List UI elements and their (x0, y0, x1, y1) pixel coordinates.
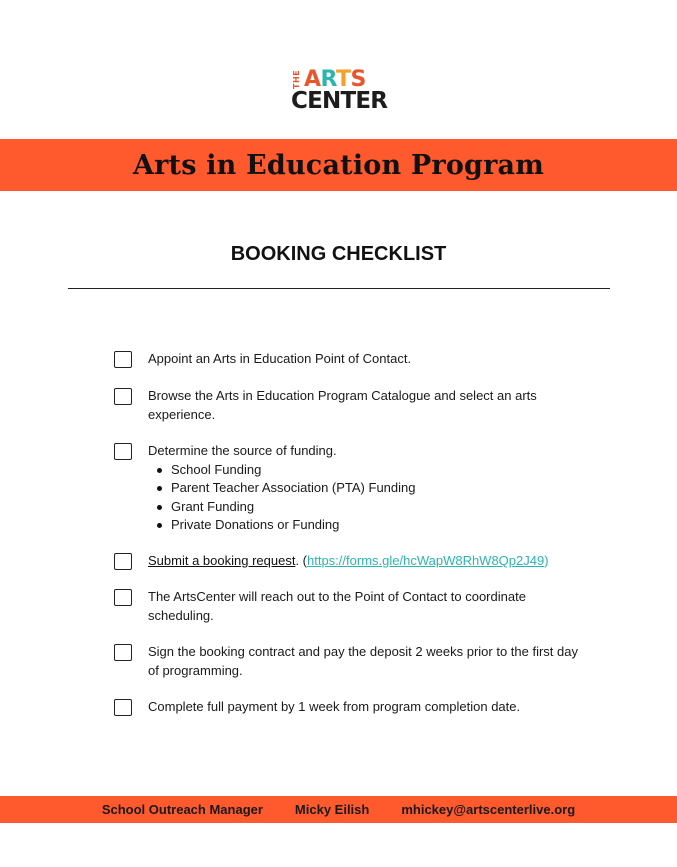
checklist-item-text: Complete full payment by 1 week from program completion date. (148, 699, 521, 714)
program-title: Arts in Education Program (132, 149, 545, 181)
booking-request-link[interactable]: Submit a booking request (148, 553, 296, 568)
heading-divider (68, 288, 610, 289)
checklist-item-text: The ArtsCenter will reach out to the Point of Contact to coordinate scheduling. (148, 589, 526, 623)
logo-center: CENTER (291, 88, 388, 114)
checkbox[interactable] (114, 699, 132, 716)
checkbox[interactable] (114, 553, 132, 570)
list-item: School Funding (148, 461, 578, 480)
checkbox[interactable] (114, 644, 132, 661)
list-item: Grant Funding (148, 498, 578, 517)
footer-role: School Outreach Manager (101, 802, 263, 817)
checkbox[interactable] (114, 351, 132, 368)
checklist-item-booking (148, 552, 578, 571)
checkbox[interactable] (114, 443, 132, 460)
checklist-item-text: Appoint an Arts in Education Point of Contact. (148, 351, 412, 366)
list-item: Private Donations or Funding (148, 516, 578, 535)
url-close-paren: ) (544, 553, 549, 568)
checkbox[interactable] (114, 388, 132, 405)
separator-text: . ( (295, 553, 307, 568)
title-banner (0, 139, 677, 191)
logo-the: THE (292, 69, 301, 89)
checklist-heading: BOOKING CHECKLIST (230, 243, 447, 265)
list-item: Parent Teacher Association (PTA) Funding (148, 479, 578, 498)
checklist-item-funding (148, 442, 578, 535)
arts-center-logo (290, 69, 388, 115)
footer-email[interactable]: mhickey@artscenterlive.org (401, 802, 576, 817)
checklist-item-text: Browse the Arts in Education Program Catalogue and select an arts experience. (148, 388, 537, 422)
checklist-item-text: Sign the booking contract and pay the deposit 2 weeks prior to the first day of programming. (148, 644, 578, 678)
footer-name: Micky Eilish (294, 802, 370, 817)
funding-sources-list (148, 461, 578, 535)
checkbox[interactable] (114, 589, 132, 606)
booking-form-url[interactable]: https://forms.gle/hcWapW8RhW8Qp2J49 (307, 553, 545, 568)
checklist-item-text: Determine the source of funding. (148, 443, 337, 458)
logo-arts: ARTS (304, 67, 366, 92)
contact-footer (0, 796, 677, 823)
